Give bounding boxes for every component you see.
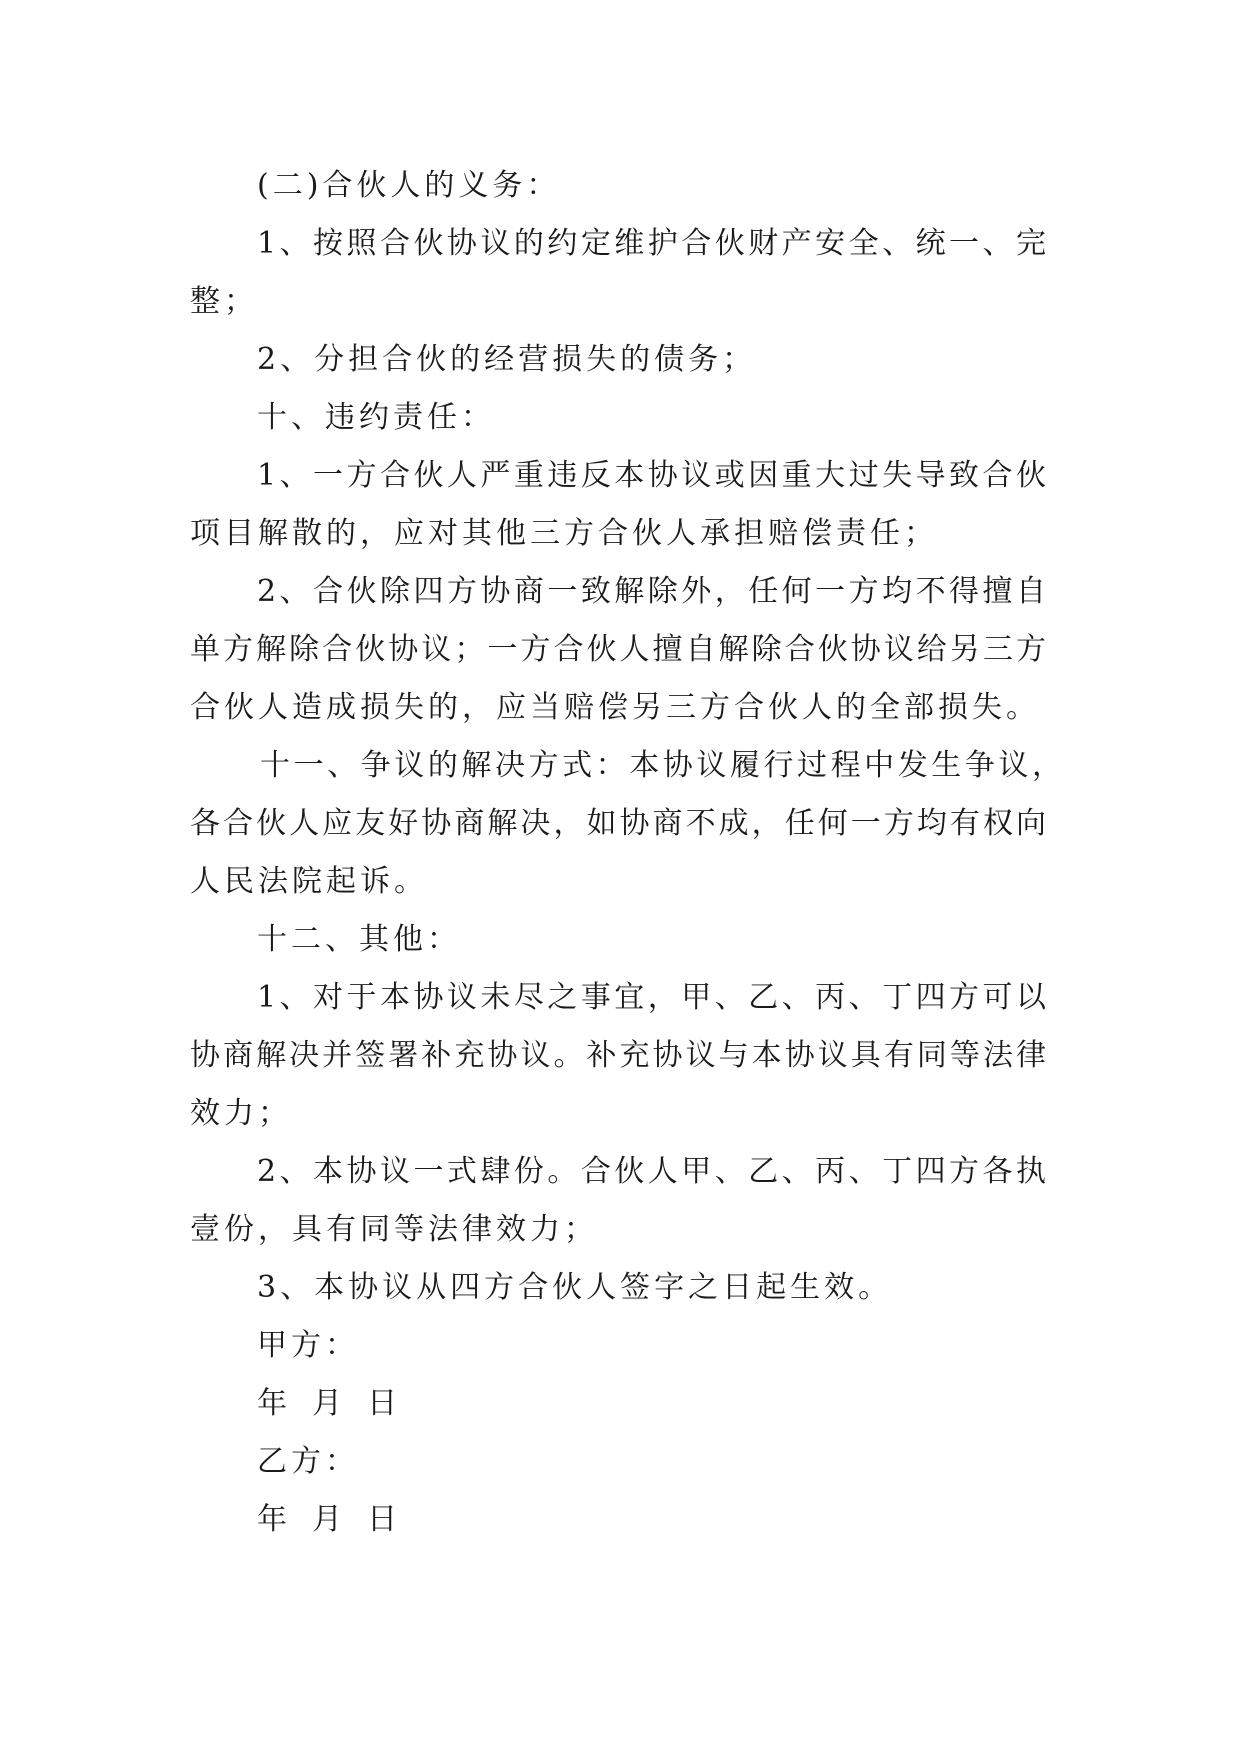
party-b-date: 年 月 日 bbox=[257, 1502, 400, 1537]
other-2-line-2: 壹份，具有同等法律效力； bbox=[190, 1212, 598, 1247]
section-11-line-3: 人民法院起诉。 bbox=[190, 864, 428, 899]
other-2-line-1: 2、本协议一式肆份。合伙人甲、乙、丙、丁四方各执 bbox=[257, 1154, 1046, 1189]
section-11-line-2: 各合伙人应友好协商解决，如协商不成，任何一方均有权向 bbox=[190, 806, 1046, 841]
other-1-line-2: 协商解决并签署补充协议。补充协议与本协议具有同等法律 bbox=[190, 1038, 1046, 1073]
obligation-1-line-1: 1、按照合伙协议的约定维护合伙财产安全、统一、完 bbox=[257, 226, 1046, 261]
other-3: 3、本协议从四方合伙人签字之日起生效。 bbox=[257, 1270, 893, 1305]
party-a-label: 甲方： bbox=[257, 1328, 359, 1363]
obligation-2: 2、分担合伙的经营损失的债务； bbox=[257, 342, 757, 377]
liability-1-line-2: 项目解散的，应对其他三方合伙人承担赔偿责任； bbox=[190, 516, 938, 551]
party-b-label: 乙方： bbox=[257, 1444, 359, 1479]
liability-2-line-3: 合伙人造成损失的，应当赔偿另三方合伙人的全部损失。 bbox=[190, 690, 1040, 725]
obligation-1-line-2: 整； bbox=[190, 284, 258, 319]
section-11-line-1: 十一、争议的解决方式：本协议履行过程中发生争议， bbox=[260, 748, 1062, 783]
liability-2-line-2: 单方解除合伙协议；一方合伙人擅自解除合伙协议给另三方 bbox=[190, 632, 1046, 667]
other-1-line-3: 效力； bbox=[190, 1096, 292, 1131]
other-1-line-1: 1、对于本协议未尽之事宜，甲、乙、丙、丁四方可以 bbox=[257, 980, 1046, 1015]
liability-1-line-1: 1、一方合伙人严重违反本协议或因重大过失导致合伙 bbox=[257, 458, 1046, 493]
section-12-heading: 十二、其他： bbox=[257, 922, 461, 957]
party-a-date: 年 月 日 bbox=[257, 1386, 400, 1421]
liability-2-line-1: 2、合伙除四方协商一致解除外，任何一方均不得擅自 bbox=[257, 574, 1046, 609]
clause-2-obligations-heading: (二)合伙人的义务： bbox=[257, 168, 561, 203]
section-10-heading: 十、违约责任： bbox=[257, 400, 495, 435]
